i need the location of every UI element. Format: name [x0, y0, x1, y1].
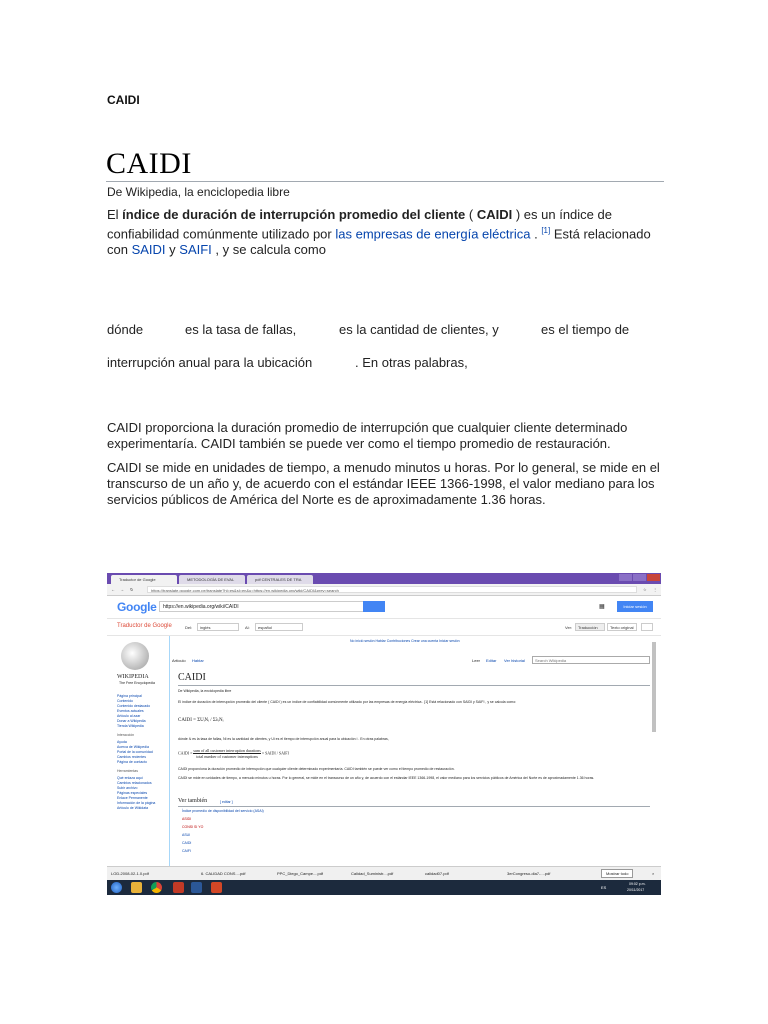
embedded-screenshot — [107, 573, 661, 895]
language-indicator[interactable]: ES — [601, 885, 607, 890]
sidebar-link[interactable]: Tienda Wikipedia — [117, 724, 144, 728]
other-words-text: . En otras palabras, — [355, 355, 468, 370]
sidebar-link[interactable]: Ayuda — [117, 740, 127, 744]
wiki-article-p2: CAIDI proporciona la duración promedio de interrupción que cualquier cliente determinado experimentaría. CAIDI también se puede ver como el tiempo promedio de restauración. — [178, 767, 455, 771]
wiki-search-input[interactable]: Search Wikipedia — [532, 656, 650, 664]
wiki-tab-article[interactable]: Artículo — [172, 658, 186, 663]
wiki-formula-label: CAIDI = — [178, 750, 194, 756]
sidebar-link[interactable]: Eventos actuales — [117, 709, 144, 713]
wiki-formula-numerator: sum of all customer interruption durations — [193, 748, 261, 753]
intro-paragraph — [107, 207, 667, 258]
see-also-item[interactable]: CAIDI — [182, 841, 192, 845]
customers-text: es la cantidad de clientes, y — [339, 322, 499, 337]
view-original-button[interactable]: Texto original — [607, 623, 637, 631]
sidebar-link[interactable]: Qué enlaza aquí — [117, 776, 143, 780]
view-label: Ver: — [565, 625, 573, 630]
download-item[interactable]: Calidad_Suministr....pdf — [351, 871, 394, 876]
reference-link[interactable]: [1] — [541, 226, 551, 235]
show-all-downloads-button[interactable]: Mostrar todo — [601, 869, 633, 878]
apps-icon[interactable]: ▦ — [599, 604, 605, 610]
wiki-formula-ratio: = SAIDI / SAIFI — [261, 750, 289, 756]
translator-options-button[interactable] — [641, 623, 653, 631]
see-also-item[interactable]: CONSI SI YO — [182, 825, 204, 829]
browser-tabstrip — [107, 573, 661, 584]
wiki-logo-text: WIKIPEDIA — [117, 674, 149, 680]
intro-text: y — [165, 242, 180, 258]
see-also-item[interactable]: ASIDI — [182, 817, 192, 821]
sidebar-link[interactable]: Información de la página — [117, 801, 156, 805]
where-word: dónde — [107, 322, 144, 337]
view-translation-button[interactable]: Traducción — [575, 623, 605, 631]
see-also-heading: Ver también — [178, 798, 208, 804]
location-text: interrupción anual para la ubicación — [107, 355, 313, 370]
wiki-action-history[interactable]: Ver historial — [504, 658, 525, 663]
to-label: Al: — [245, 625, 250, 630]
sidebar-link[interactable]: Página de contacto — [117, 760, 147, 764]
downloads-bar — [107, 866, 661, 881]
wiki-action-read[interactable]: Leer — [472, 658, 481, 663]
download-item[interactable]: calidad07.pdf — [425, 871, 449, 876]
outage-time-text: es el tiempo de — [541, 322, 630, 337]
sidebar-link[interactable]: Enlace Permanente — [117, 796, 148, 800]
title-divider — [106, 181, 664, 182]
wiki-article-where: dónde λi es la tasa de fallas, Ni es la cantidad de clientes, y Ui es el tiempo de interrupción anual para la ubicación i . En otras palabras, — [178, 737, 389, 741]
see-also-item[interactable]: ASUI — [182, 833, 191, 837]
intro-text: ( — [465, 207, 477, 222]
maximize-button[interactable] — [633, 574, 646, 581]
sidebar-link[interactable]: Contenido destacado — [117, 704, 151, 708]
wiki-formula-1: CAIDI = ΣUᵢNᵢ / ΣλᵢNᵢ — [178, 718, 224, 723]
translator-bar — [107, 619, 661, 636]
chrome-icon[interactable] — [151, 882, 162, 893]
explorer-icon[interactable] — [131, 882, 142, 893]
browser-tab[interactable]: pdf CENTRALES DE TRA — [247, 575, 313, 584]
from-label: Del: — [185, 625, 193, 630]
sidebar-heading: Herramientas — [117, 769, 139, 773]
reload-icon[interactable]: ↻ — [130, 587, 134, 592]
wiki-article-tagline: De Wikipedia, la enciclopedia libre — [178, 689, 232, 693]
close-window-button[interactable] — [647, 574, 660, 581]
intro-text: . — [530, 226, 542, 242]
page-header-label: CAIDI — [107, 93, 140, 107]
wiki-formula-fraction — [193, 748, 260, 759]
back-icon[interactable]: ← — [111, 587, 115, 592]
sidebar-link[interactable]: Páginas especiales — [117, 791, 148, 795]
wiki-sidebar — [107, 636, 169, 866]
wiki-formula-denominator: total number of customer interruptions — [196, 754, 258, 759]
wiki-formula-2 — [178, 748, 289, 759]
from-language-select[interactable]: inglés — [197, 623, 239, 631]
wikipedia-globe-icon[interactable] — [121, 642, 149, 670]
address-bar — [107, 584, 661, 596]
search-button[interactable] — [363, 601, 385, 612]
sidebar-link[interactable]: Contenido — [117, 699, 133, 703]
wiki-title-divider — [178, 685, 650, 686]
intro-text: , y se calcula como — [211, 242, 326, 258]
forward-icon[interactable]: → — [120, 587, 124, 592]
minimize-button[interactable] — [619, 574, 632, 581]
sidebar-link[interactable]: Donar a Wikipedia — [117, 719, 146, 723]
sidebar-link[interactable]: Artículo al azar — [117, 714, 141, 718]
failure-rate-text: es la tasa de fallas, — [185, 322, 297, 337]
sidebar-link[interactable]: Acerca de Wikipedia — [117, 745, 149, 749]
star-icon[interactable]: ☆ — [643, 587, 647, 592]
article-title: CAIDI — [106, 147, 192, 180]
word-icon[interactable] — [191, 882, 202, 893]
saifi-link[interactable]: SAIFI — [179, 242, 212, 258]
saidi-link[interactable]: SAIDI — [131, 242, 166, 258]
signin-button[interactable]: Iniciar sesión — [617, 601, 653, 612]
download-item[interactable]: 6. CALIDAD CONS....pdf — [201, 871, 246, 876]
sidebar-link[interactable]: Cambios recientes — [117, 755, 146, 759]
wiki-article-intro: El índice de duración de interrupción promedio del cliente ( CAIDI ) es un índice de confiabilidad comúnmente utilizado por las empresas de energía eléctrica . [1] Está relacionado con SAIDI y SAIFI , y se calcula como: — [178, 700, 517, 704]
article-tagline: De Wikipedia, la enciclopedia libre — [107, 185, 290, 199]
google-logo-text: Google — [117, 600, 157, 614]
intro-text: Está relacionado con — [107, 226, 651, 258]
translator-title[interactable]: Traductor de Google — [117, 623, 172, 629]
media-icon[interactable] — [173, 882, 184, 893]
see-also-item[interactable]: CAIFI — [182, 849, 191, 853]
see-also-edit-link[interactable]: [ editar ] — [220, 800, 233, 804]
sidebar-heading: Interacción — [117, 733, 135, 737]
sidebar-link[interactable]: Subir archivo — [117, 786, 138, 790]
wiki-article-p3: CAIDI se mide en unidades de tiempo, a menudo minutos u horas. Por lo general, se mide en el transcurso de un año y, de acuerdo con el estándar IEEE 1366-1998, el valor mediano para los servicios públicos de América del Norte es de aproximadamente 1.36 horas. — [178, 776, 595, 780]
wiki-tab-talk[interactable]: Hablar — [192, 658, 204, 663]
download-item[interactable]: LOD-2008-02-1.0.pdf — [111, 871, 149, 876]
menu-icon[interactable]: ⋮ — [653, 587, 657, 592]
clock-date[interactable]: 20/11/2017 — [627, 888, 645, 892]
utilities-link[interactable]: las empresas de energía eléctrica — [335, 226, 531, 242]
intro-text: El — [107, 207, 123, 222]
url-input[interactable]: https://translate.google.com.pe/translate?hl=es&sl=en&u=https://en.wikipedia.org/wiki/CAIDI&prev=search — [147, 586, 637, 593]
google-logo[interactable] — [117, 600, 157, 614]
browser-tab[interactable]: Traductor de Google — [111, 575, 177, 584]
download-item[interactable]: 3erCongreso-dia7-....pdf — [507, 871, 551, 876]
sidebar-link[interactable]: Artículo de Wikidata — [117, 806, 149, 810]
intro-text: ) es un índice de confiabilidad comúnmente utilizado por — [107, 207, 612, 242]
sidebar-link[interactable]: Portal de la comunidad — [117, 750, 153, 754]
paragraph-units: CAIDI se mide en unidades de tiempo, a menudo minutos u horas. Por lo general, se mide en el transcurso de un año y, de acuerdo con el estándar IEEE 1366-1998, el valor mediano para los servicios públicos de América del Norte es de aproximadamente 1.36 horas. — [107, 460, 660, 507]
see-also-divider — [178, 806, 650, 807]
wiki-logo-sub: The Free Encyclopedia — [119, 681, 155, 685]
powerpoint-icon[interactable] — [211, 882, 222, 893]
to-language-select[interactable]: español — [255, 623, 303, 631]
wiki-article-title: CAIDI — [178, 672, 206, 683]
user-links[interactable]: No inició sesión Hablar Contribuciones Crear una cuenta Iniciar sesión — [350, 639, 460, 643]
google-bar — [107, 596, 661, 619]
sidebar-link[interactable]: Cambios relacionados — [117, 781, 152, 785]
wiki-action-edit[interactable]: Editar — [486, 658, 497, 663]
page-scrollbar[interactable] — [652, 642, 656, 732]
google-search-input[interactable]: https://en.wikipedia.org/wiki/CAIDI — [159, 601, 369, 612]
windows-taskbar — [107, 880, 661, 895]
wiki-main — [169, 636, 656, 866]
close-downloads-icon[interactable]: × — [652, 871, 655, 876]
clock-time[interactable]: 09:02 p.m. — [629, 882, 646, 886]
download-item[interactable]: PPC_Diego_Campe....pdf — [277, 871, 324, 876]
see-also-item[interactable]: Índice promedio de disponibilidad del servicio (ASAI) — [182, 809, 264, 813]
intro-bold-term: índice de duración de interrupción promedio del cliente — [122, 207, 466, 222]
paragraph-restoration: CAIDI proporciona la duración promedio de interrupción que cualquier cliente determinado experimentaría. CAIDI también se puede ver como el tiempo promedio de restauración. — [107, 420, 628, 451]
start-button-icon[interactable] — [111, 882, 122, 893]
intro-bold-abbrev: CAIDI — [476, 207, 513, 222]
sidebar-link[interactable]: Página principal — [117, 694, 142, 698]
browser-tab[interactable]: METODOLOGÍA DE EVAL — [179, 575, 245, 584]
